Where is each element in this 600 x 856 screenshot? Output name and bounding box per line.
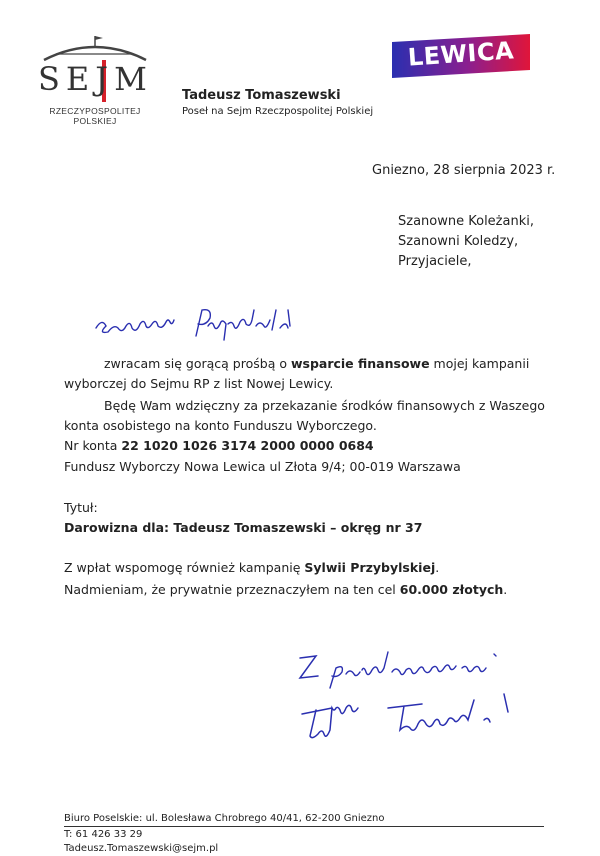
- paragraph-2-line-2: konta osobistego na konto Funduszu Wyborczego.: [64, 418, 377, 433]
- paragraph-1-line-1: [104, 356, 544, 371]
- p4-bold: 60.000 złotych: [399, 582, 504, 597]
- sejm-subtitle: RZECZYPOSPOLITEJ POLSKIEJ: [49, 106, 141, 126]
- p3-bold: Sylwii Przybylskiej: [304, 560, 436, 575]
- greeting-line-2: Szanowni Koledzy,: [398, 234, 519, 249]
- footer-divider: [64, 826, 544, 827]
- paragraph-1-line-2: wyborczej do Sejmu RP z list Nowej Lewicy.: [64, 376, 334, 391]
- transfer-title-value: Darowizna dla: Tadeusz Tomaszewski – okręg nr 37: [64, 520, 423, 535]
- mp-title: Poseł na Sejm Rzeczpospolitej Polskiej: [182, 106, 374, 117]
- greeting-line-1: Szanowne Koleżanki,: [398, 214, 534, 229]
- footer-office-address: Biuro Poselskie: ul. Bolesława Chrobrego 40/41, 62-200 Gniezno: [64, 813, 385, 824]
- p4-text-a: Nadmieniam, że prywatnie przeznaczyłem na ten cel: [64, 582, 400, 597]
- footer-email[interactable]: Tadeusz.Tomaszewski@sejm.pl: [64, 843, 219, 854]
- paragraph-4: [64, 582, 507, 597]
- letter-date: Gniezno, 28 sierpnia 2023 r.: [372, 163, 556, 178]
- fund-address: Fundusz Wyborczy Nowa Lewica ul Złota 9/4; 00-019 Warszawa: [64, 459, 461, 474]
- handwritten-salutation: [92, 306, 298, 344]
- sejm-wordmark: SEJM: [38, 60, 153, 98]
- p1-text-a: zwracam się gorącą prośbą o: [104, 356, 291, 371]
- transfer-title-label: Tytuł:: [64, 500, 98, 515]
- p1-bold: wsparcie finansowe: [290, 356, 430, 371]
- mp-name: Tadeusz Tomaszewski: [182, 88, 341, 103]
- paragraph-3: [64, 560, 439, 575]
- account-label: Nr konta: [64, 438, 122, 453]
- p3-text-a: Z wpłat wspomogę również kampanię: [64, 560, 305, 575]
- lewica-logo-text: LEWICA: [407, 36, 515, 72]
- p4-text-b: .: [503, 582, 508, 597]
- handwritten-signature: [296, 690, 526, 742]
- handwritten-closing: [296, 648, 502, 694]
- account-number: 22 1020 1026 3174 2000 0000 0684: [121, 438, 374, 453]
- p1-text-b: mojej kampanii: [429, 356, 530, 371]
- footer-phone: T: 61 426 33 29: [64, 829, 143, 840]
- account-line: [64, 438, 374, 453]
- paragraph-2-line-1: Będę Wam wdzięczny za przekazanie środków finansowych z Waszego: [104, 398, 545, 413]
- greeting-line-3: Przyjaciele,: [398, 254, 472, 269]
- p3-text-b: .: [435, 560, 440, 575]
